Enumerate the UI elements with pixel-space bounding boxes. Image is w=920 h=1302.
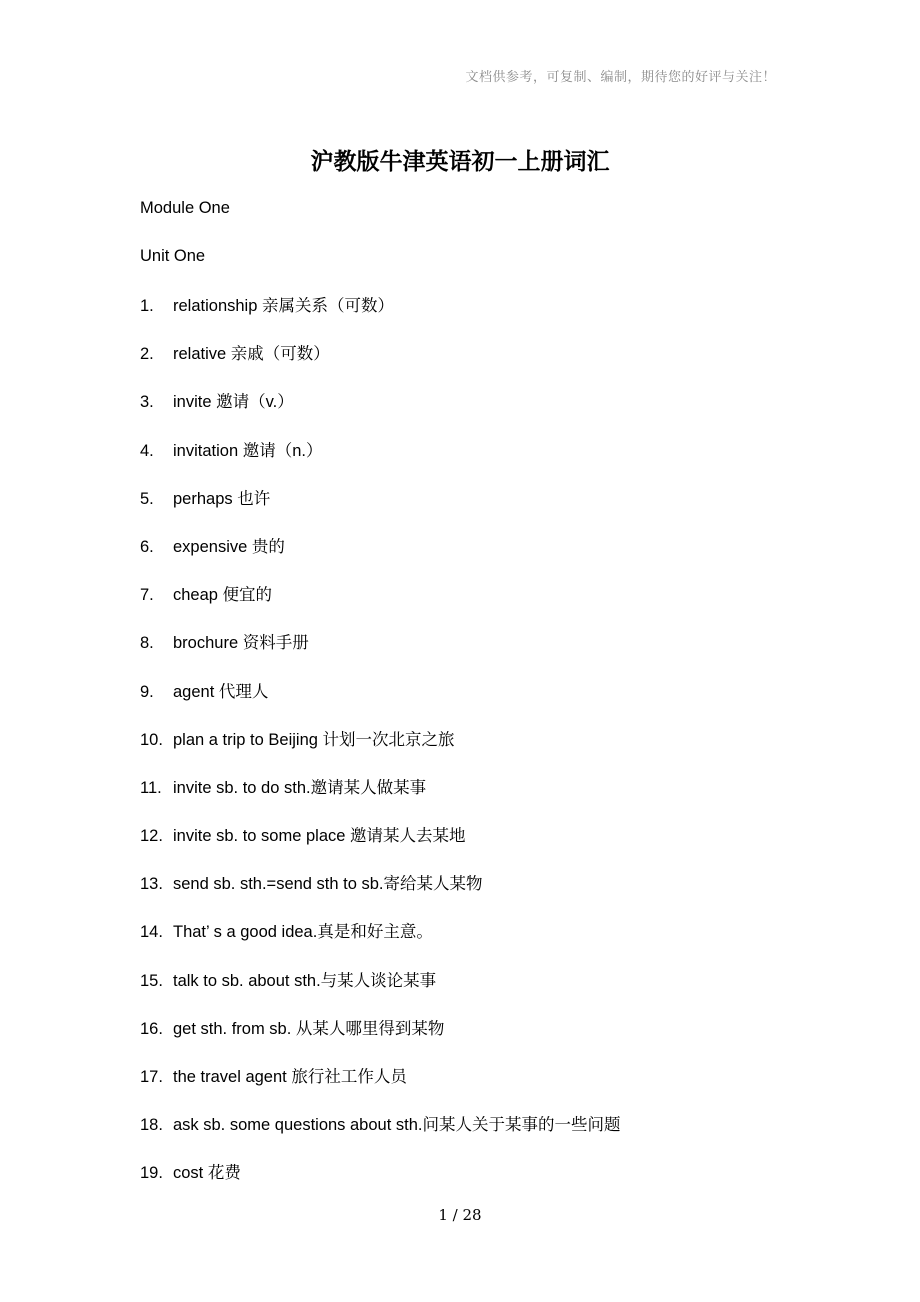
vocab-item-text: brochure 资料手册 [173,634,309,653]
vocab-item [140,873,840,921]
vocab-item [140,777,840,825]
vocab-item [140,681,840,729]
header-note: 文档供参考，可复制、编制，期待您的好评与关注！ [465,70,776,85]
vocab-item-number: 3. [140,393,154,412]
vocab-item [140,584,840,632]
vocab-item-number: 5. [140,489,154,508]
vocab-item-text: ask sb. some questions about sth.问某人关于某事的一些问题 [173,1116,621,1135]
vocab-item-text: cost 花费 [173,1164,241,1183]
vocab-item-number: 7. [140,586,154,605]
vocab-item-text: expensive 贵的 [173,537,285,556]
vocab-item-number: 4. [140,441,154,460]
vocab-item-text: invite sb. to do sth.邀请某人做某事 [173,778,427,797]
vocab-item-text: agent 代理人 [173,682,269,701]
vocab-item [140,632,840,680]
vocab-item-number: 6. [140,537,154,556]
vocab-item [140,536,840,584]
vocab-item-number: 13. [140,875,163,894]
vocab-item-number: 9. [140,682,154,701]
vocab-item-number: 19. [140,1164,163,1183]
vocab-item [140,391,840,439]
vocab-item [140,440,840,488]
vocab-item [140,295,840,343]
vocab-item-text: invite sb. to some place 邀请某人去某地 [173,827,466,846]
unit-heading: Unit One [140,247,206,265]
vocab-item [140,1162,840,1210]
vocab-item [140,970,840,1018]
vocab-item [140,1114,840,1162]
vocab-item [140,921,840,969]
vocab-item-text: plan a trip to Beijing 计划一次北京之旅 [173,730,455,749]
vocab-item-text: invite 邀请（v.） [173,393,294,412]
vocab-item-text: the travel agent 旅行社工作人员 [173,1068,407,1086]
vocab-item-text: invitation 邀请（n.） [173,441,323,460]
vocabulary-list [140,295,840,1211]
vocab-item [140,343,840,391]
vocab-item-text: talk to sb. about sth.与某人谈论某事 [173,971,437,990]
vocab-item-text: relationship 亲属关系（可数） [173,297,394,315]
vocab-item-number: 15. [140,971,163,990]
vocab-item-number: 14. [140,923,163,942]
vocab-item-number: 10. [140,730,163,749]
vocab-item-text: send sb. sth.=send sth to sb.寄给某人某物 [173,875,483,894]
vocab-item-number: 12. [140,827,163,846]
vocab-item-number: 17. [140,1068,163,1086]
vocab-item-text: get sth. from sb. 从某人哪里得到某物 [173,1019,445,1038]
page-number: 1 / 28 [438,1206,482,1224]
vocab-item [140,825,840,873]
vocab-item-number: 16. [140,1019,163,1038]
vocab-item [140,1066,840,1114]
vocab-item-text: perhaps 也许 [173,489,271,508]
module-heading: Module One [140,199,230,217]
vocab-item-text: cheap 便宜的 [173,586,273,605]
vocab-item-number: 2. [140,345,154,364]
vocab-item [140,729,840,777]
vocab-item [140,1018,840,1066]
vocab-item-number: 18. [140,1116,163,1135]
vocab-item-number: 11. [140,778,162,797]
vocab-item-number: 1. [140,297,154,315]
vocab-item-number: 8. [140,634,154,653]
vocab-item [140,488,840,536]
document-title: 沪教版牛津英语初一上册词汇 [310,149,610,175]
vocab-item-text: That’ s a good idea.真是和好主意。 [173,923,433,942]
vocab-item-text: relative 亲戚（可数） [173,345,330,364]
